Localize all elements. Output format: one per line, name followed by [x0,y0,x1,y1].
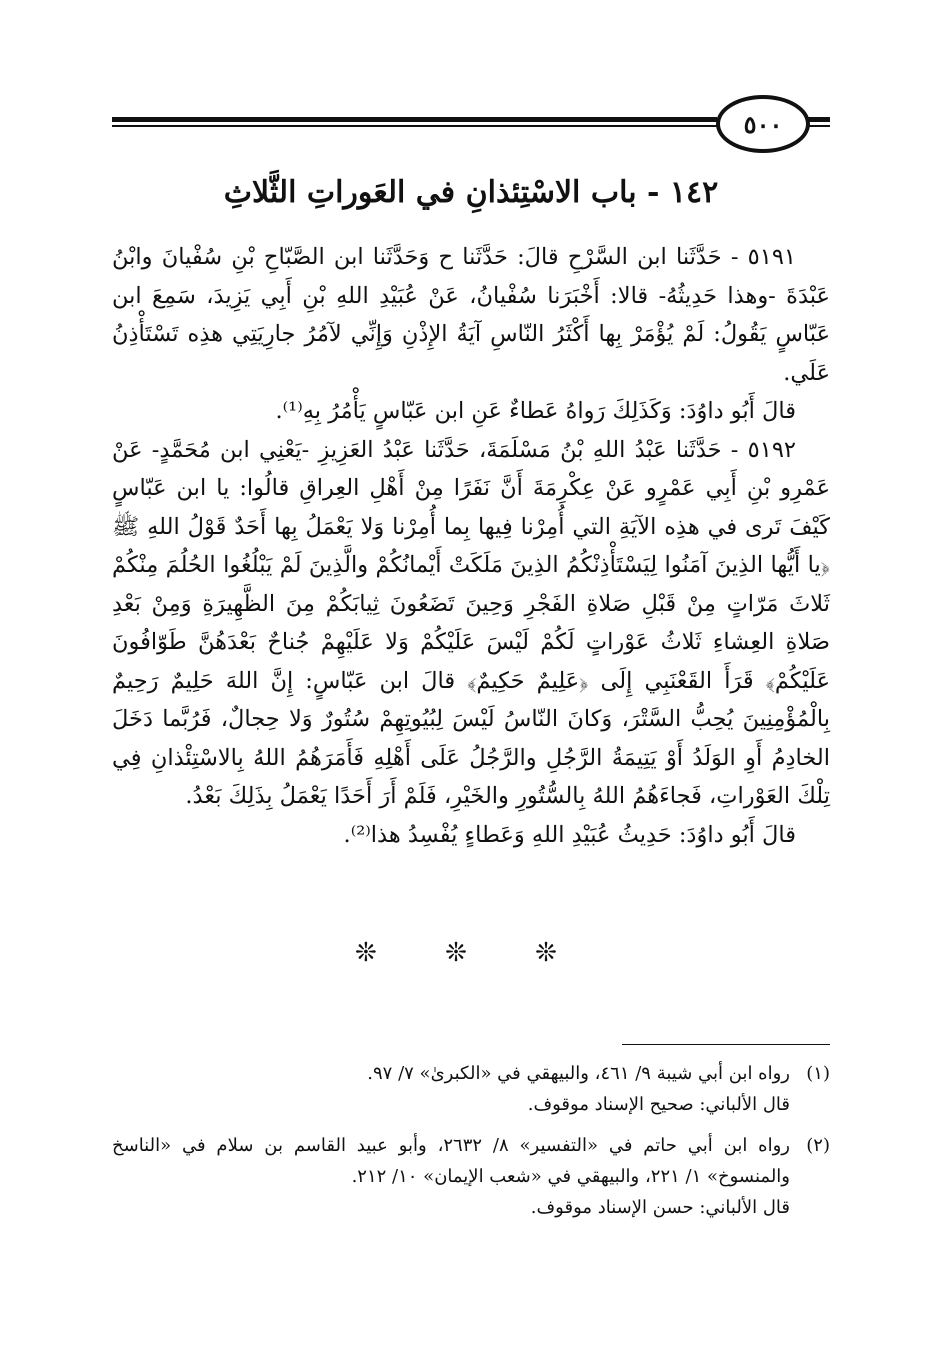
section-separator: ❊ ❊ ❊ [355,938,587,968]
hadith-5192-comment: قالَ أَبُو داوُدَ: حَدِيثُ عُبَيْدِ اللهِ وَعَطاءٍ يُفْسِدُ هذا⁽²⁾. [343,821,796,848]
header-rule-thin [112,125,717,127]
footnotes [112,1058,830,1233]
page-number: ٥٠٠ [716,95,810,153]
footnote-body [112,1130,790,1223]
hadith-5191-comment: قالَ أَبُو داوُدَ: وَكَذَلِكَ رَواهُ عَطاءٌ عَنِ ابن عَبّاسٍ يَأْمُرُ بِهِ⁽¹⁾. [275,398,796,424]
footnote-grade: قال الألباني: صحيح الإسناد موقوف. [527,1094,790,1115]
footnote-grade: قال الألباني: حسن الإسناد موقوف. [530,1197,790,1218]
main-text [112,238,830,854]
footnote-text: رواه ابن أبي حاتم في «التفسير» ٨/ ٢٦٣٢، وأبو عبيد القاسم بن سلام في «الناسخ والمنسوخ» ١/ ٢٢١، والبيهقي في «شعب الإيمان» ١٠/ ٢١٢. [112,1135,790,1187]
footnote-number: (١) [806,1063,830,1084]
hadith-5192: ٥١٩٢ - حَدَّثَنا عَبْدُ اللهِ بْنُ مَسْلَمَةَ، حَدَّثَنا عَبْدُ العَزِيزِ -يَعْنِي ابن مُحَمَّدٍ- عَنْ عَمْرِو بْنِ أَبِي عَمْرٍو عَنْ عِكْرِمَةَ أَنَّ نَفَرًا مِنْ أَهْلِ العِراقِ قالُوا: يا ابن عَبّاسٍ كَيْفَ تَرى في هذِه الآيَةِ التي أُمِرْنا فِيها بِما أُمِرْنا وَلا يَعْمَلُ بِها أَحَدٌ قَوْلُ اللهِ ﷺ ﴿يا أَيُّها الذِينَ آمَنُوا لِيَسْتَأْذِنْكُمُ الذِينَ مَلَكَتْ أَيْمانُكُمْ والَّذِينَ لَمْ يَبْلُغُوا الحُلُمَ مِنْكُمْ ثَلاثَ مَرّاتٍ مِنْ قَبْلِ صَلاةِ الفَجْرِ وَحِينَ تَضَعُونَ ثِيابَكُمْ مِنَ الظَّهِيرَةِ وَمِنْ بَعْدِ صَلاةِ العِشاءِ ثَلاثُ عَوْراتٍ لَكُمْ لَيْسَ عَلَيْكُمْ وَلا عَلَيْهِمْ جُناحٌ بَعْدَهُنَّ طَوّافُونَ عَلَيْكُمْ﴾ قَرَأَ القَعْنَبِي إِلَى ﴿عَلِيمٌ حَكِيمٌ﴾ قالَ ابن عَبّاسٍ: إِنَّ اللهَ حَلِيمٌ رَحِيمٌ بِالْمُؤْمِنِينَ يُحِبُّ السَّتْرَ، وَكانَ النّاسُ لَيْسَ لِبُيُوتِهِمْ سُتُورٌ وَلا حِجالٌ، فَرُبَّما دَخَلَ الخادِمُ أَوِ الوَلَدُ أَوْ يَتِيمَةُ الرَّجُلِ والرَّجُلُ عَلَى أَهْلِهِ فَأَمَرَهُمُ اللهُ بِالاسْتِئْذانِ فِي تِلْكَ العَوْراتِ، فَجاءَهُمُ اللهُ بِالسُّتُورِ والخَيْرِ، فَلَمْ أَرَ أَحَدًا يَعْمَلُ بِذَلِكَ بَعْدُ. [112,436,830,809]
footnote-1 [112,1058,830,1120]
footnote-divider [622,1044,830,1045]
header-rule-thick [112,117,717,122]
footnote-2 [112,1130,830,1223]
hadith-5191: ٥١٩١ - حَدَّثَنا ابن السَّرْحِ قالَ: حَدَّثَنا ح وَحَدَّثَنا ابن الصَّبّاحِ بْنِ سُفْيانَ وابْنُ عَبْدَةَ -وهذا حَدِيثُهُ- قالا: أَخْبَرَنا سُفْيانُ، عَنْ عُبَيْدِ اللهِ بْنِ أَبِي يَزِيدَ، سَمِعَ ابن عَبّاسٍ يَقُولُ: لَمْ يُؤْمَرْ بِها أَكْثَرُ النّاسِ آيَةُ الإِذْنِ وَإِنِّي لآمُرُ جارِيَتِي هذِه تَسْتَأْذِنُ عَلَي. [112,244,830,386]
footnote-number: (٢) [806,1135,830,1156]
footnote-text: رواه ابن أبي شيبة ٩/ ٤٦١، والبيهقي في «الكبرىٰ» ٧/ ٩٧. [367,1063,790,1084]
chapter-title: ١٤٢ - باب الاسْتِئذانِ في العَوراتِ الثَّلاثِ [223,175,719,210]
page-header [112,95,830,161]
footnote-body [112,1058,790,1120]
